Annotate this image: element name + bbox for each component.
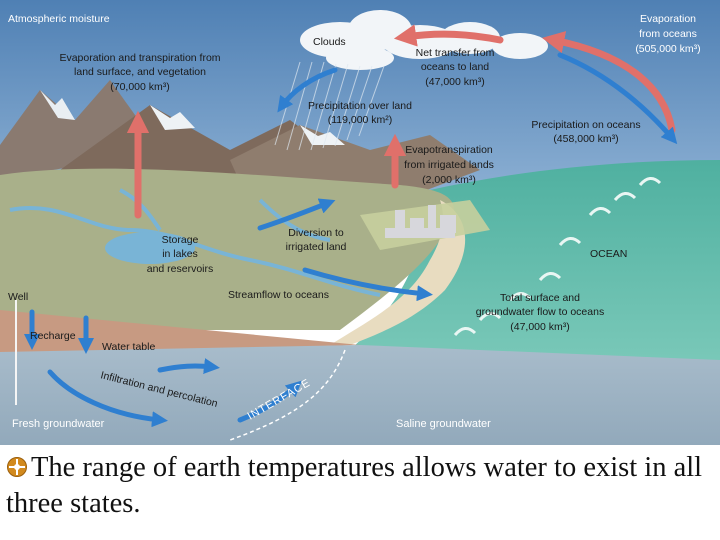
- label-streamflow: Streamflow to oceans: [228, 289, 329, 301]
- svg-text:Precipitation over land: Precipitation over land: [308, 100, 412, 112]
- svg-text:groundwater flow to oceans: groundwater flow to oceans: [475, 306, 605, 318]
- svg-text:Precipitation on oceans: Precipitation on oceans: [531, 119, 641, 131]
- svg-text:Diversion to: Diversion to: [288, 227, 344, 239]
- label-interface: INTERFACE: [245, 376, 313, 423]
- svg-text:(505,000 km³): (505,000 km³): [635, 43, 701, 55]
- label-infiltration: Infiltration and percolation: [99, 369, 219, 411]
- svg-text:irrigated land: irrigated land: [285, 241, 347, 253]
- svg-text:land surface, and vegetation: land surface, and vegetation: [74, 66, 206, 78]
- groundwater: [0, 345, 720, 445]
- svg-text:Net transfer from: Net transfer from: [415, 47, 495, 59]
- label-evaporation-oceans: [635, 13, 700, 55]
- svg-text:from oceans: from oceans: [639, 28, 697, 40]
- svg-text:in lakes: in lakes: [162, 248, 198, 260]
- svg-text:Evaporation: Evaporation: [639, 13, 697, 25]
- svg-text:Storage: Storage: [161, 234, 199, 246]
- svg-text:from irrigated lands: from irrigated lands: [404, 159, 494, 171]
- label-water-table: Water table: [102, 341, 156, 353]
- label-net-transfer: [416, 47, 495, 88]
- caption: [6, 450, 706, 522]
- label-well: Well: [8, 291, 29, 303]
- label-fresh-groundwater: Fresh groundwater: [12, 418, 105, 430]
- svg-text:(47,000 km³): (47,000 km³): [425, 76, 485, 88]
- svg-text:Evapotranspiration: Evapotranspiration: [405, 144, 493, 156]
- svg-text:(2,000 km³): (2,000 km³): [422, 174, 476, 186]
- bullet-icon: [6, 456, 28, 478]
- label-ocean: OCEAN: [590, 248, 628, 260]
- svg-text:oceans to land: oceans to land: [420, 61, 490, 73]
- land-surface: [0, 169, 454, 330]
- svg-text:(47,000 km³): (47,000 km³): [510, 321, 570, 333]
- label-recharge: Recharge: [30, 330, 76, 342]
- svg-text:Total surface and: Total surface and: [500, 292, 580, 304]
- svg-text:and reservoirs: and reservoirs: [146, 263, 214, 275]
- label-clouds: Clouds: [313, 36, 346, 48]
- svg-text:(458,000 km³): (458,000 km³): [553, 133, 619, 145]
- label-atmospheric-moisture: Atmospheric moisture: [8, 13, 110, 25]
- svg-text:(70,000 km³): (70,000 km³): [110, 81, 170, 93]
- caption-text: The range of earth temperatures allows water to exist in all three states.: [6, 452, 703, 519]
- label-saline-groundwater: Saline groundwater: [396, 418, 491, 430]
- svg-text:(119,000 km²): (119,000 km²): [327, 114, 393, 126]
- svg-text:Evaporation and transpiration: Evaporation and transpiration from: [59, 52, 221, 64]
